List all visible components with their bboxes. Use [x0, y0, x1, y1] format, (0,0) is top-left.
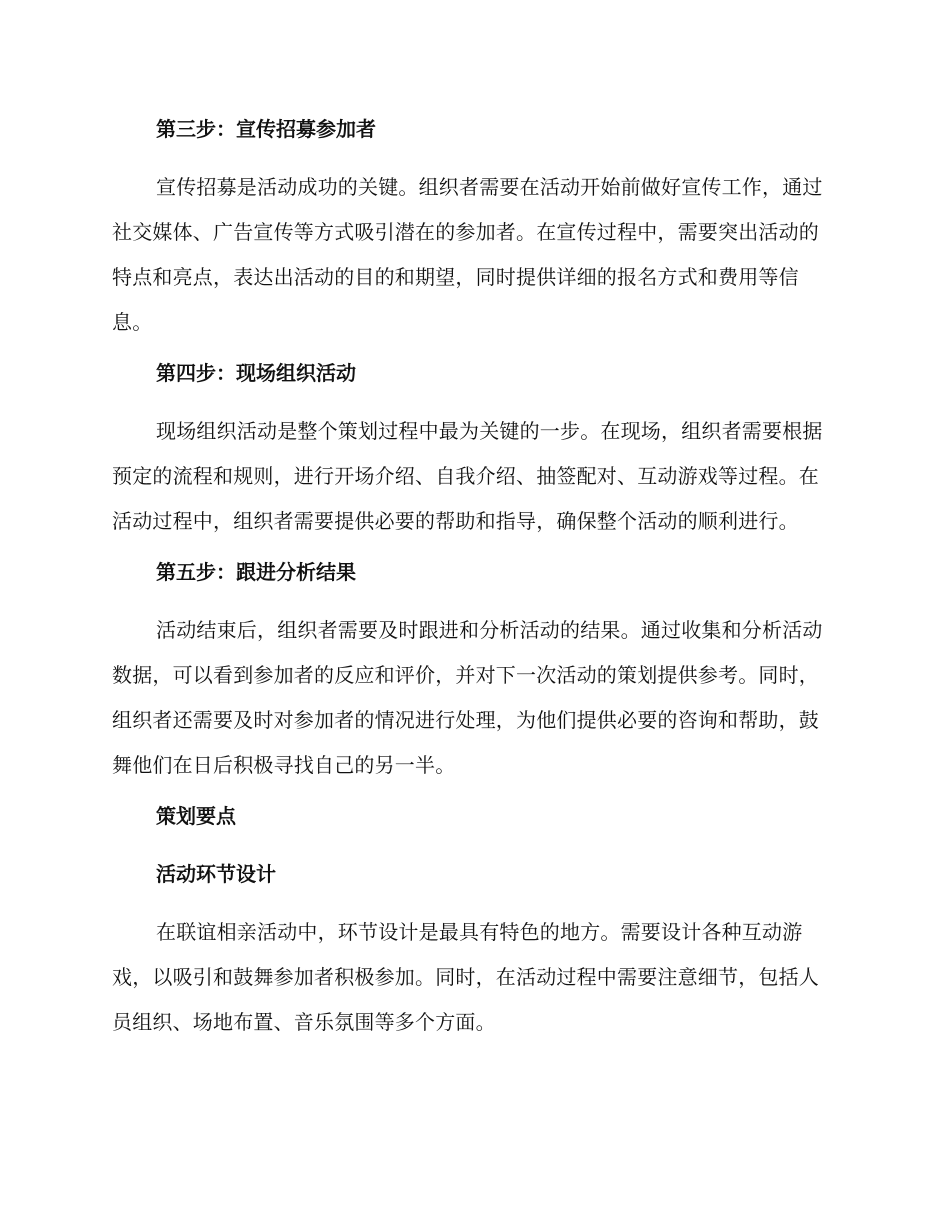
- step-three-paragraph: 宣传招募是活动成功的关键。组织者需要在活动开始前做好宣传工作，通过社交媒体、广告宣传等方式吸引潜在的参加者。在宣传过程中，需要突出活动的特点和亮点，表达出活动的目的和期望，同时提供详细的报名方式和费用等信息。: [112, 175, 823, 334]
- activity-design-paragraph: 在联谊相亲活动中，环节设计是最具有特色的地方。需要设计各种互动游戏，以吸引和鼓舞参加者积极参加。同时，在活动过程中需要注意细节，包括人员组织、场地布置、音乐氛围等多个方面。: [112, 920, 819, 1034]
- step-four-paragraph: 现场组织活动是整个策划过程中最为关键的一步。在现场，组织者需要根据预定的流程和规则，进行开场介绍、自我介绍、抽签配对、互动游戏等过程。在活动过程中，组织者需要提供必要的帮助和指导，确保整个活动的顺利进行。: [112, 419, 823, 533]
- step-three-heading: 第三步：宣传招募参加者: [156, 117, 376, 141]
- document-page: [112, 107, 830, 1051]
- activity-design-subheading: 活动环节设计: [156, 862, 276, 886]
- key-points-heading: 策划要点: [156, 804, 236, 828]
- step-four-heading: 第四步：现场组织活动: [156, 361, 356, 385]
- step-five-heading: 第五步：跟进分析结果: [156, 560, 356, 584]
- step-five-paragraph: 活动结束后，组织者需要及时跟进和分析活动的结果。通过收集和分析活动数据，可以看到参加者的反应和评价，并对下一次活动的策划提供参考。同时，组织者还需要及时对参加者的情况进行处理，为他们提供必要的咨询和帮助，鼓舞他们在日后积极寻找自己的另一半。: [112, 618, 823, 777]
